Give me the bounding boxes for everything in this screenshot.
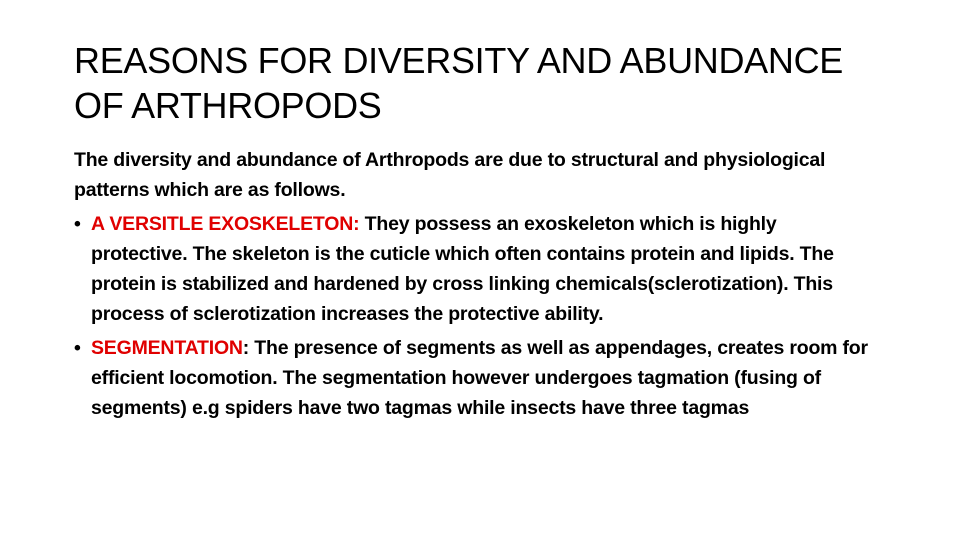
bullet-exoskeleton [74, 209, 874, 329]
slide-body [74, 145, 874, 423]
title-line-1: REASONS FOR DIVERSITY AND ABUNDANCE [74, 40, 844, 81]
bullet-term-colon: : [242, 337, 250, 359]
bullet-text: The presence of segments as well as appendages, creates room for efficient locomotion. The segmentation however undergoes tagmation (fusing of segments) e.g spiders have two tagmas while insects have three tagmas [91, 337, 868, 419]
intro-paragraph: The diversity and abundance of Arthropods are due to structural and physiological patterns which are as follows. [74, 149, 826, 201]
bullet-icon [74, 333, 81, 363]
bullet-text: They possess an exoskeleton which is highly protective. The skeleton is the cuticle which often contains protein and lipids. The protein is stabilized and hardened by cross linking chemicals(sclerotization). This process of sclerotization increases the protective ability. [91, 213, 834, 325]
slide-title [74, 38, 894, 128]
bullet-segmentation [74, 333, 874, 423]
bullet-term: SEGMENTATION [91, 337, 243, 359]
bullet-icon [74, 209, 81, 239]
title-line-2: OF ARTHROPODS [74, 85, 382, 126]
bullet-term: A VERSITLE EXOSKELETON: [91, 213, 360, 235]
